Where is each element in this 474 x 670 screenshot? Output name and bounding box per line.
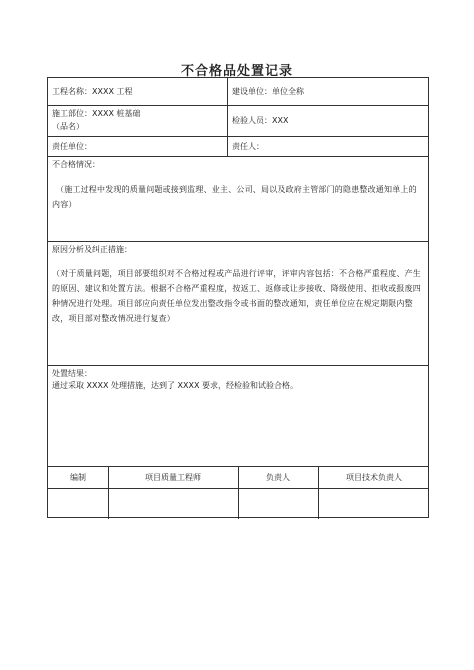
construction-part: 施工部位：XXXX 桩基础 [52,109,141,118]
project-name: 工程名称：XXXX 工程 [52,87,133,96]
result-body: 通过采取 XXXX 处理措施，达到了 XXXX 要求，经检验和试验合格。 [52,381,299,390]
row-divider [48,136,428,137]
inspector: 检验人员：XXX [232,116,289,125]
signature-tech-lead: 项目技术负责人 [346,473,402,482]
row-divider [48,241,428,242]
record-table [47,77,429,518]
column-divider [227,78,228,156]
analysis-body: （对于质量问题，项目部要组织对不合格过程或产品进行评审，评审内容包括：不合格严重程度、产生的原因、建议和处置方法。根据不合格严重程度，按返工、返修或让步接收、降级使用、拒收或报废四种情况进行处理。项目部应向责任单位发出整改指令或书面的整改通知，责任单位应在规定期限内整改，项目部对整改情况进行复查） [52,269,421,323]
signature-prepared-by: 编制 [70,473,86,482]
analysis-heading: 原因分析及纠正措施： [52,245,132,254]
responsible-person: 责任人： [232,142,264,151]
row-divider [48,156,428,157]
row-divider [48,365,428,366]
result-heading: 处置结果： [52,369,92,378]
nonconformity-body: （施工过程中发现的质量问题或接到监理、业主、公司、局以及政府主管部门的隐患整改通知单上的内容） [52,185,417,209]
construction-unit: 建设单位：单位全称 [232,87,304,96]
signature-quality-engineer: 项目质量工程师 [145,473,201,482]
nonconformity-heading: 不合格情况： [52,160,100,169]
responsible-unit: 责任单位： [52,142,92,151]
construction-part-sub: （品名） [52,122,84,131]
signature-person-in-charge: 负责人 [266,473,290,482]
document-title: 不合格品处置记录 [180,64,293,79]
row-divider [48,105,428,106]
